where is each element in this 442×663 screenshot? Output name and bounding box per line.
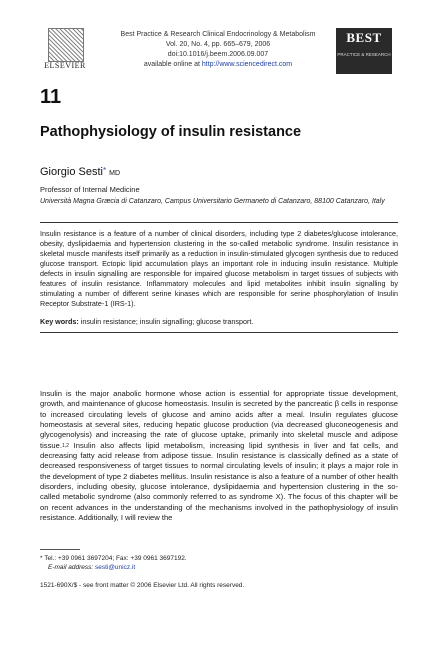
- availability-line: [104, 60, 332, 70]
- author-degree: MD: [109, 170, 121, 177]
- email-link[interactable]: sesti@unicz.it: [94, 564, 136, 571]
- body-text-part1: Insulin is the major anabolic hormone whose action is essential for appropriate tissue development, growth, and maintenance of glucose homeostasis. Insulin is secreted by the pancreatic β cells in response to increased circulating levels of glucose and amino acids after a meal. Insulin regulates glucose homeostasis at several sites, reducing hepatic glucose production (via decreased gluconeogenesis and glycogenolysis) and increasing the rate of glucose uptake, primarily into skeletal muscle and adipose tissue.: [40, 389, 398, 450]
- author-position: Professor of Internal Medicine: [40, 185, 140, 194]
- volume-info: Vol. 20, No. 4, pp. 665–679, 2006: [165, 41, 271, 48]
- abstract-text: Insulin resistance is a feature of a number of clinical disorders, including type 2 diabetes/glucose intolerance, obesity, dyslipidaemia and hypertension clustering in the so-called metabolic syndrome. Insulin resistance in skeletal muscle manifests itself primarily as a reduction in insulin-stimulated glycogen synthesis due to reduced glucose transport. Ectopic lipid accumulation plays an important role in inducing insulin resistance. Multiple defects in insulin signalling are responsible for impaired glucose metabolism in target tissues of subjects with features of insulin resistance. Inflammatory molecules and lipid metabolites inhibit insulin signalling by stimulating a number of different serine kinases which are responsible for serine phosphorylation of Insulin Receptor Substrate-1 (IRS-1).: [40, 229, 398, 308]
- author-affiliation: Università Magna Græcia di Catanzaro, Campus Universitario Germaneto di Catanzaro, 88100 Catanzaro, Italy: [40, 198, 385, 205]
- elsevier-logo: [40, 28, 90, 70]
- chapter-number: 11: [40, 86, 62, 108]
- doi: doi:10.1016/j.beem.2006.09.007: [167, 51, 269, 58]
- email-label: E-mail address:: [48, 564, 94, 571]
- chapter-title: Pathophysiology of insulin resistance: [40, 124, 302, 140]
- email-line: [40, 563, 187, 572]
- sciencedirect-link[interactable]: http://www.sciencedirect.com: [201, 61, 293, 68]
- elsevier-tree-icon: [48, 28, 84, 62]
- keywords-list: insulin resistance; insulin signalling; glucose transport.: [78, 317, 254, 326]
- corresponding-author-mark[interactable]: *: [102, 166, 107, 175]
- copyright-line: 1521-690X/$ - see front matter © 2006 Elsevier Ltd. All rights reserved.: [40, 582, 245, 589]
- journal-info: [104, 30, 332, 70]
- journal-name: Best Practice & Research Clinical Endocrinology & Metabolism: [120, 31, 316, 38]
- keywords-line: [40, 317, 398, 327]
- best-practice-badge: [336, 28, 392, 74]
- publisher-name: ELSEVIER: [44, 61, 86, 70]
- availability-prefix: available online at: [143, 61, 202, 68]
- author-name: Giorgio Sesti: [40, 166, 103, 178]
- abstract-section: [40, 222, 398, 333]
- footnote: [40, 554, 187, 572]
- reference-citation[interactable]: 1,2: [61, 442, 69, 449]
- keywords-label: Key words:: [40, 317, 79, 326]
- body-paragraph: [40, 389, 398, 523]
- body-text-part2: Insulin also affects lipid metabolism, increasing lipid synthesis in liver and fat cells, and decreasing fatty acid release from adipose tissue. Insulin resistance is classically defined as a state of decreased responsiveness of target tissues to normal circulating levels of insulin; it plays a major role in the development of type 2 diabetes mellitus. Insulin resistance is also a feature of a number of other health disorders, including obesity, glucose intolerance, dyslipidaemia and hypertension clustering in the so-called metabolic syndrome (also commonly referred to as syndrome X). The focus of this chapter will be on recent advances in the understanding of the mechanisms involved in the pathophysiology of insulin resistance. Additionally, I will review the: [40, 440, 398, 523]
- badge-title: BEST: [346, 30, 382, 45]
- badge-subtitle: PRACTICE & RESEARCH: [337, 52, 391, 57]
- author-line: [40, 166, 120, 178]
- footnote-divider: [40, 549, 80, 550]
- contact-info: * Tel.: +39 0961 3697204; Fax: +39 0961 3697192.: [40, 555, 187, 562]
